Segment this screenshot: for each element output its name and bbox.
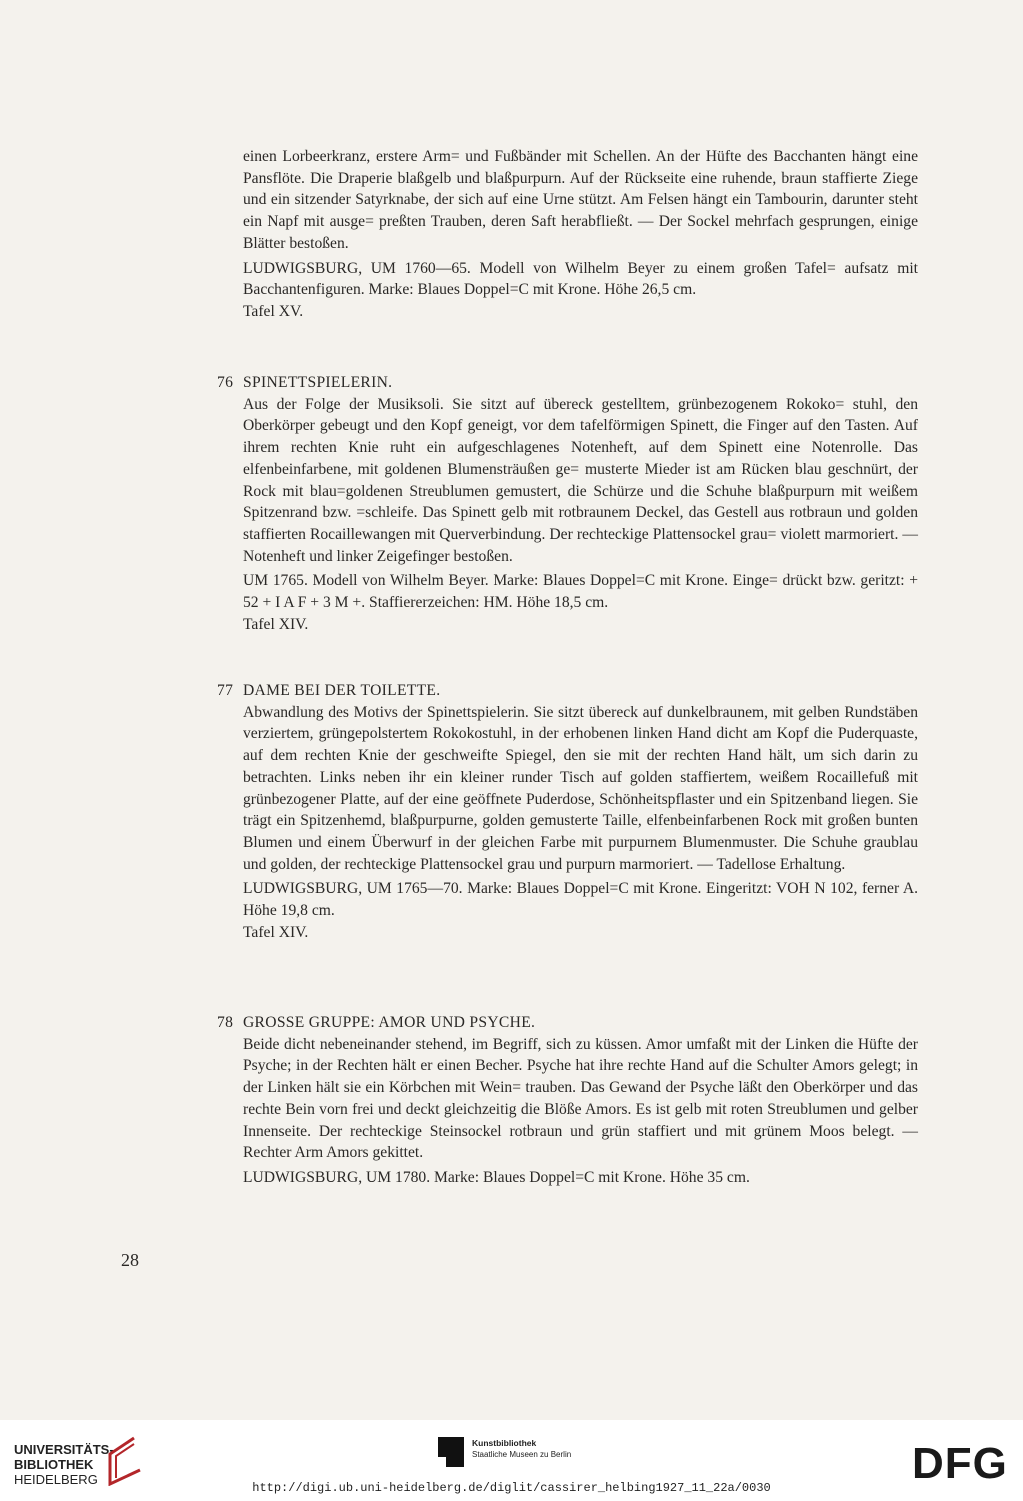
entry-number: 76 — [217, 374, 234, 391]
entry-description: Beide dicht nebeneinander stehend, im Begriff, sich zu küssen. Amor umfaßt mit der Linken die Hüfte der Psyche; in der Rechten hält er einen Becher. Psyche hat ihre rechte Hand auf die Schulter Amors gelegt; in der Linken hält sie ein Körbchen mit Wein= trauben. Das Gewand der Psyche läßt den Oberkörper und das rechte Bein vorn frei und deckt gleichzeitig die Blöße Amors. Es ist gelb mit roten Streublumen und gelber Innenseite. Der rechteckige Steinsockel rotbraun und grün staffiert und mit grünem Moos belegt. — Rechter Arm Amors gekittet. — [243, 1035, 918, 1162]
entry-number: 77 — [217, 682, 234, 699]
library-line-3: HEIDELBERG — [14, 1472, 98, 1487]
entry-plate: Tafel XIV. — [243, 923, 309, 941]
entry-title: GROSSE GRUPPE: AMOR UND PSYCHE. — [243, 1014, 536, 1031]
entry-description: Abwandlung des Motivs der Spinettspielerin. Sie sitzt übereck auf dunkelbraunem, mit gelben Rundstäben verziertem, grüngepolstertem Rokokostuhl, in der erhobenen linken Hand dicht am Kopf die Puderquaste, auf dem rechten Knie der geschweifte Spiegel, den sie mit der rechten Hand hält, um sich darin zu betrachten. Links neben ihr ein kleiner runder Tisch auf golden staffiertem, weißem Rocaillefuß mit grünbezogener Platte, auf der eine geöffnete Puderdose, Schönheitspflaster und ein Spitzenband liegen. Sie trägt ein Spitzenhemd, blaßpurpurne, golden gemusterte Taille, elfenbeinfarbenen Rock mit großen bunten Blumen und einem Überwurf in der gleichen Farbe mit purpurnem Blumenmuster. Die Schuhe graublau und golden, der rechteckige Plattensockel grau und purpurn marmoriert. — Tadellose Erhaltung. — [243, 703, 918, 873]
kunstbibliothek-title: Kunstbibliothek — [472, 1438, 537, 1448]
entry-title: DAME BEI DER TOILETTE. — [243, 682, 441, 699]
intro-meta: LUDWIGSBURG, UM 1760—65. Modell von Wilhelm Beyer zu einem großen Tafel= aufsatz mit Bacchantenfiguren. Marke: Blaues Doppel=C mit Krone. Höhe 26,5 cm. — [243, 259, 918, 299]
kunstbibliothek-label[interactable] — [472, 1438, 571, 1460]
library-line-1: UNIVERSITÄTS- — [14, 1442, 114, 1457]
catalog-entry-76 — [217, 372, 918, 635]
catalog-entry-78 — [217, 1012, 918, 1189]
intro-plate: Tafel XV. — [243, 302, 304, 320]
catalog-entry-77 — [217, 680, 918, 943]
entry-meta: LUDWIGSBURG, UM 1765—70. Marke: Blaues Doppel=C mit Krone. Eingeritzt: VOH N 102, ferner A. Höhe 19,8 cm. — [243, 880, 918, 920]
entry-meta: LUDWIGSBURG, UM 1780. Marke: Blaues Doppel=C mit Krone. Höhe 35 cm. — [243, 1168, 750, 1186]
kunstbibliothek-subtitle: Staatliche Museen zu Berlin — [472, 1450, 572, 1459]
entry-meta: UM 1765. Modell von Wilhelm Beyer. Marke: Blaues Doppel=C mit Krone. Einge= drückt bzw. geritzt: + 52 + I A F + 3 M +. Staffiererzeichen: HM. Höhe 18,5 cm. — [243, 572, 918, 612]
document-url-link[interactable]: http://digi.ub.uni-heidelberg.de/diglit/cassirer_helbing1927_11_22a/0030 — [252, 1481, 771, 1495]
entry-title: SPINETTSPIELERIN. — [243, 374, 393, 391]
page-number: 28 — [121, 1250, 139, 1270]
entry-heading — [217, 680, 918, 702]
library-line-2: BIBLIOTHEK — [14, 1457, 94, 1472]
entry-plate: Tafel XIV. — [243, 615, 309, 633]
university-library-logo-icon — [104, 1436, 144, 1486]
entry-description: Aus der Folge der Musiksoli. Sie sitzt auf übereck gestelltem, grünbezogenem Rokoko= stuhl, den Oberkörper gebeugt und den Kopf geneigt, vor dem tafelförmigen Spinett, die Finger auf den Tasten. Auf ihrem rechten Knie ruht ein aufgeschlagenes Notenheft, auf dem Spinett eine Notenrolle. Das elfenbeinfarbene, mit goldenen Blumensträußen ge= musterte Mieder ist am Rücken blau geschnürt, der Rock mit blau=goldenen Streublumen gemustert, die Schürze und die Schuhe blaßpurpurn mit weißem Spitzenrand bzw. =schleife. Das Spinett gelb mit rotbraunem Deckel, das Gestell aus rotbraun und golden staffierten Rocaillewangen mit Querverbindung. Der rechteckige Plattensockel grau= violett marmoriert. — Notenheft und linker Zeigefinger bestoßen. — [243, 395, 918, 565]
intro-block — [243, 146, 918, 323]
dfg-logo[interactable]: DFG — [912, 1439, 1008, 1488]
entry-heading — [217, 1012, 918, 1034]
entry-heading — [217, 372, 918, 394]
kunstbibliothek-logo-icon — [438, 1437, 466, 1467]
intro-description: einen Lorbeerkranz, erstere Arm= und Fußbänder mit Schellen. An der Hüfte des Bacchanten hängt eine Pansflöte. Die Draperie blaßgelb und blaßpurpurn. Auf der Rückseite eine ruhende, braun staffierte Ziege und ein sitzender Satyrknabe, der sich auf eine Urne stützt. Am Felsen hängt ein Tambourin, darunter steht ein Napf mit ausge= preßten Trauben, deren Saft herabfließt. — Der Sockel mehrfach gesprungen, einige Blätter bestoßen. — [243, 148, 918, 252]
entry-number: 78 — [217, 1014, 234, 1031]
